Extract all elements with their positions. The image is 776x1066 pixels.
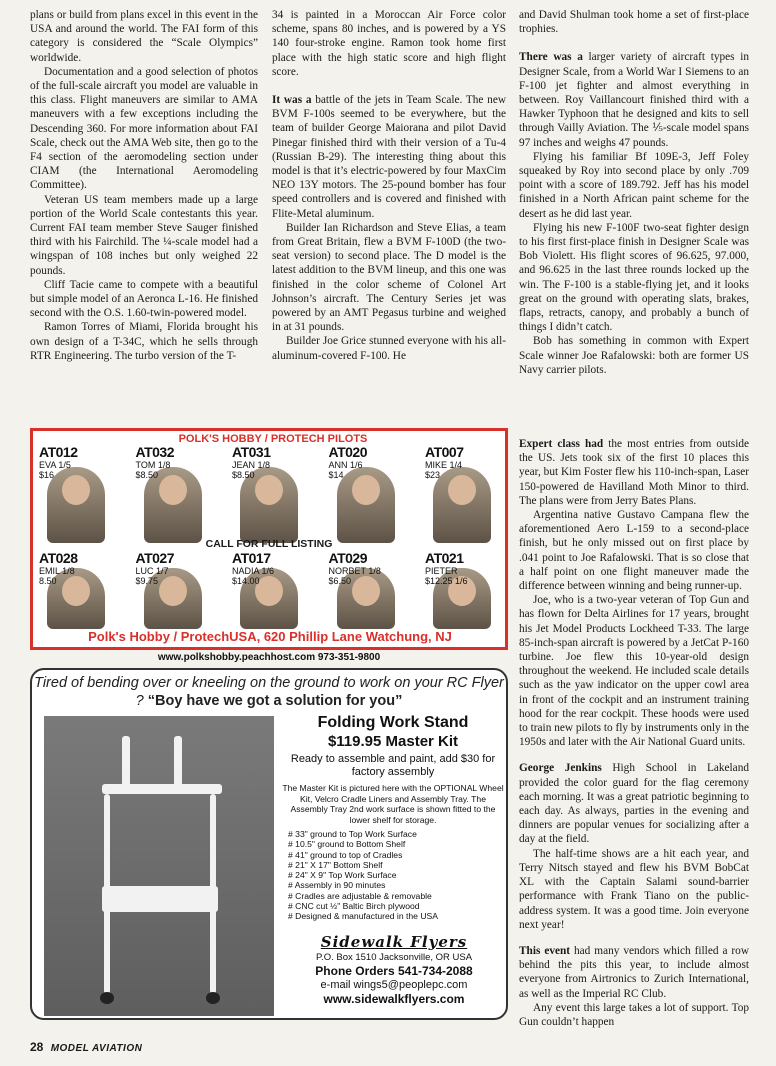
product-price: $119.95 Master Kit: [327, 733, 459, 750]
pilot-figure: [136, 445, 210, 543]
pilot-figure: [136, 551, 210, 629]
pilot-figure: [329, 445, 403, 543]
pilot-figure: [425, 445, 499, 543]
paragraph-text: High School in Lakeland provided the color guard for the flag ceremony each morning. It was a great patriotic beginning to each day. As always, parties in the evening and dinners are popular venues for socializing after a day at the field.: [519, 762, 749, 846]
article-column-3-continued: [519, 437, 749, 1029]
paragraph: Cliff Tacie came to compete with a beautiful but simple model of an Aeronca L-16. He finished second with the O.S. 1.60-twin-powered model.: [30, 278, 258, 320]
paragraph: [519, 761, 749, 846]
feature-item: # 10.5" ground to Bottom Shelf: [288, 839, 504, 849]
paragraph-text: larger variety of aircraft types in Designer Scale, from a World War I Siemens to an F-100 jet fighter and almost everything in between. Roy Vaillancourt finished third with a Hawker Typhoon that he designed and kits to sell through Vailly Aviation. The ⅕-scale model spans 97 inches and weighs 47 pounds.: [519, 51, 749, 149]
article-column-3: [519, 8, 749, 377]
paragraph: Flying his familiar Bf 109E-3, Jeff Foley squeaked by Roy into second place by only .709 point with a score of 189.792. Jeff has his model finished in a North African paint scheme for the desert as he did last year.: [519, 150, 749, 220]
paragraph-text: had many vendors which filled a row behind the pits this year, to include almost everyone from Airtronics to Zurich International, as well as the Imperial RC Club.: [519, 944, 749, 1000]
article-column-1: [30, 8, 258, 363]
paragraph: Documentation and a good selection of photos of the full-scale aircraft you model are valuable in this class. Flight maneuvers are similar to AMA maneuvers with a few exceptions including the Descending 360. For more information about FAI Scale, check out the AMA Web site, then go to the F4 section of the aeromodeling section under CIAM (the International Aeromodeling Committee).: [30, 65, 258, 192]
feature-item: # 21" X 17" Bottom Shelf: [288, 860, 504, 870]
feature-item: # Designed & manufactured in the USA: [288, 911, 504, 921]
magazine-name: MODEL AVIATION: [50, 1043, 143, 1054]
feature-item: # 41" ground to top of Cradles: [288, 850, 504, 860]
paragraph: 34 is painted in a Moroccan Air Force color scheme, spans 80 inches, and is powered by a YS 140 four-stroke engine. Ramon took home first place with the high static score and high flight score.: [272, 9, 506, 78]
product-info: [282, 714, 504, 922]
paragraph: plans or build from plans excel in this event in the USA and around the world. The FAI form of this category is considered the “Scale Olympics” worldwide.: [30, 9, 258, 64]
pilot-figure: [329, 551, 403, 629]
lead-in: This event: [519, 944, 571, 957]
kit-note: The Master Kit is pictured here with the OPTIONAL Wheel Kit, Velcro Cradle Liners and Assembly Tray. The Assembly Tray 2nd work surface is shown fitted to the lower shelf for storage.: [282, 783, 504, 825]
call-for-listing: CALL FOR FULL LISTING: [205, 538, 333, 550]
paragraph: Builder Joe Grice stunned everyone with his all-aluminum-covered F-100. He: [272, 335, 506, 362]
paragraph: [519, 50, 749, 149]
pilot-label: AT029 NORBET 1/8 $6.50: [328, 550, 381, 586]
paragraph: Ramon Torres of Miami, Florida brought his own design of a T-34C, which he sells through RTR Engineering. The turbo version of the T-: [30, 321, 258, 362]
pilot-label: AT021 PIETER $12.25 1/6: [425, 550, 468, 586]
ad-title: POLK'S HOBBY / PROTECH PILOTS: [178, 433, 368, 445]
pilot-label: AT007 MIKE 1/4 $23: [425, 444, 464, 480]
feature-item: # 33" ground to Top Work Surface: [288, 829, 504, 839]
feature-item: # 24" X 9" Top Work Surface: [288, 870, 504, 880]
pilot-label: AT031 JEAN 1/8 $8.50: [232, 444, 271, 480]
pilot-label: AT032 TOM 1/8 $8.50: [135, 444, 174, 480]
pilot-figure: [232, 445, 306, 543]
lead-in: Expert class had: [519, 438, 604, 450]
paragraph-text: battle of the jets in Team Scale. The new BVM F-100s seemed to be everywhere, but the team of builder George Maiorana and pilot David Pinegar finished third with their version of a Tu-4 (Russian B-29). The interesting thing about this model is that it’s electric-powered by four MaxCim NEO 13Y motors. The 25-pound bomber has four speed controllers and is covered and finished with Flite-Metal aluminum.: [272, 94, 506, 220]
work-stand-icon: [82, 736, 232, 1006]
contact-info: [294, 952, 494, 1006]
sidewalk-flyers-ad: [30, 668, 508, 1020]
paragraph: Builder Ian Richardson and Steve Elias, a team from Great Britain, flew a BVM F-100D (the two-seat version) to second place. The D model is the latest addition to the BVM lineup, and this one was finished in the color scheme of Colonel Art Johnson’s aircraft. The Century Series jet was powered by an AMT Pegasus turbine and weighed in at 31 pounds.: [272, 221, 506, 334]
paragraph-text: the most entries from outside the US. Jets took six of the first 10 places this year, but Kim Foster flew his 110-inch-span, Laser 150-powered de Havilland Moth Minor to third. The plans were from Jerry Bates Plans.: [519, 438, 749, 507]
paragraph: Bob has something in common with Expert Scale winner Joe Rafalowski: both are former US Navy carrier pilots.: [519, 335, 749, 376]
sidewalk-flyers-logo: Sidewalk Flyers: [320, 933, 468, 951]
headline-question: Tired of bending over or kneeling on the ground to work on your RC Flyer ?: [34, 675, 504, 709]
pilot-label: AT017 NADIA 1/6 $14.00: [232, 550, 275, 586]
pilot-row-1: [39, 445, 499, 543]
paragraph: Joe, who is a two-year veteran of Top Gun and has flown for Delta Airlines for 17 years, brought his Jet Model Products Lockheed T-33. The large 85-inch-span aircraft is powered by a JetCat P-160 turbine. Joe flew this 10-year-old design throughout the weekend. He included scale details such as the yaw indicator on the upper cowl area in front of the cockpit and an instrument training hood for the rear cockpit. These hoods were used to train new pilots to fly by instruments only in the 1950s and later with the Air National Guard units.: [519, 594, 749, 749]
po-box: P.O. Box 1510 Jacksonville, OR USA: [315, 952, 473, 963]
page-footer: [30, 1040, 142, 1054]
paragraph: Argentina native Gustavo Campana flew the aforementioned Aero L-159 to a second-place finish, but he only missed out on first place by .041 point to Joe Rafalowski. That is so close that a half point on one flight maneuver made the difference between winning and being runner-up.: [519, 509, 749, 593]
feature-list: [282, 829, 504, 922]
page-number: 28: [30, 1040, 44, 1054]
paragraph: [519, 944, 749, 1001]
paragraph: Veteran US team members made up a large portion of the World Scale contestants this year. Current FAI team member Steve Sauger finished third with his Fairchild. The ¼-scale model had a wingspan of 108 inches but only weighed 22 pounds.: [30, 193, 258, 277]
pilot-label: AT027 LUC 1/7 $9.75: [135, 550, 174, 586]
article-column-2: [272, 8, 506, 363]
assembly-note: Ready to assemble and paint, add $30 for factory assembly: [290, 753, 496, 778]
feature-item: # Assembly in 90 minutes: [288, 880, 504, 890]
paragraph: Any event this large takes a lot of support. Top Gun couldn’t happen: [519, 1001, 749, 1028]
paragraph: The half-time shows are a hit each year, and Terry Nitsch stayed and flew his BVM BobCat XL with the Captain Salami sound-barrier performance with Frank Tiano on the public-address system. It was a good time. Join everyone next year!: [519, 847, 749, 931]
feature-item: # CNC cut ½" Baltic Birch plywood: [288, 901, 504, 911]
pilot-label: AT020 ANN 1/6 $14: [328, 444, 367, 480]
lead-in: It was a: [272, 94, 312, 107]
ad-headline: [32, 674, 506, 710]
pilot-figure: [39, 551, 113, 629]
email: e-mail wings5@peoplepc.com: [320, 979, 468, 991]
lead-in: George Jenkins: [519, 762, 602, 775]
ad-address: Polk's Hobby / ProtechUSA, 620 Phillip Lane Watchung, NJ: [88, 629, 452, 644]
work-stand-photo: [44, 716, 274, 1016]
ad-website: www.polkshobby.peachhost.com 973-351-9800: [157, 652, 381, 663]
paragraph: and David Shulman took home a set of first-place trophies.: [519, 9, 749, 36]
pilot-figure: [425, 551, 499, 629]
website: www.sidewalkflyers.com: [323, 992, 465, 1006]
feature-item: # Cradles are adjustable & removable: [288, 891, 504, 901]
pilot-label: AT028 EMIL 1/8 8.50: [39, 550, 78, 586]
pilot-figure: [39, 445, 113, 543]
pilot-figure: [232, 551, 306, 629]
phone: Phone Orders 541-734-2088: [315, 964, 473, 978]
pilot-row-2: [39, 551, 499, 629]
lead-in: There was a: [519, 51, 583, 64]
product-name: Folding Work Stand: [317, 714, 469, 731]
paragraph: Flying his new F-100F two-seat fighter design to his first first-place finish in Designer Scale was Bob Violett. His flight scores of 96.625, 97.000, and 96.625 in the last three rounds locked up the win. The F-100 is a stable-flying jet, and it looks great on the ground with operating slats, brakes, flaps, retracts, canopy, and probably a bunch of things I didn’t catch.: [519, 221, 749, 334]
paragraph: [272, 93, 506, 221]
headline-solution: “Boy have we got a solution for you”: [147, 693, 403, 709]
polks-hobby-ad: [30, 428, 508, 650]
pilot-label: AT012 EVA 1/5 $16: [39, 444, 78, 480]
paragraph: [519, 437, 749, 508]
